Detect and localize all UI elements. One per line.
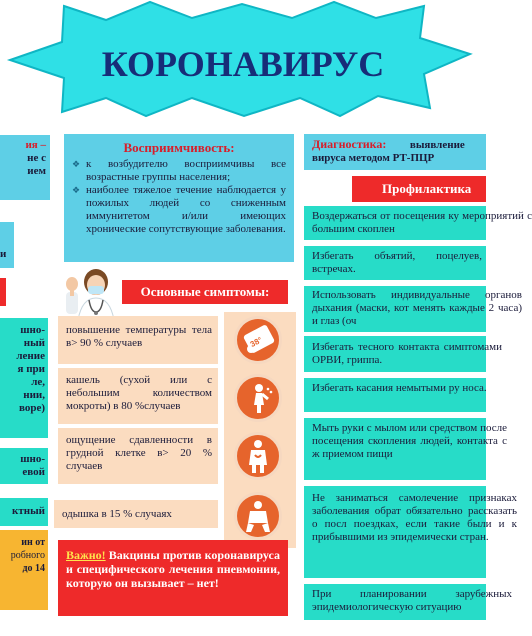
important-text-block [66, 548, 280, 590]
left-box3-line6: нии, [23, 389, 45, 401]
thermometer-reading: 38° [248, 335, 264, 349]
prevention-item-1 [304, 206, 532, 240]
doctor-image [58, 266, 120, 320]
left-box4-line2: евой [22, 466, 45, 478]
symptom-text: ощущение сдавленности в грудной клетке в> 20 % случаев [66, 434, 212, 472]
bullet-icon: ❖ [72, 159, 81, 169]
susceptibility-title: Восприимчивость: [123, 140, 235, 155]
prevention-item-5 [304, 378, 486, 412]
prevention-item-7 [304, 486, 517, 578]
left-info-box-3 [0, 318, 48, 438]
symptom-item-2 [58, 368, 218, 424]
diagnostics-text-1: выявление [409, 139, 465, 151]
left-box3-line3: ление [16, 350, 45, 362]
prevention-item-text: Не заниматься самолечение признаках заболевания обрат обязательно рассказать о посл поездках, если такие были и к прибывшими из эпидемически стран. [312, 492, 517, 543]
prevention-item-8 [304, 584, 512, 620]
left-box6-line1: ин от [21, 537, 45, 548]
left-box5-text: ктный [11, 505, 45, 517]
left-box1-line3: ием [27, 165, 46, 177]
important-text: Вакцины против коронавируса и специфического лечения пневмонии, которую он вызывает – нет! [66, 548, 281, 590]
left-box4-line1: шно- [20, 453, 45, 465]
symptoms-title: Основные симптомы: [122, 280, 288, 304]
prevention-item-3 [304, 286, 522, 332]
important-label: Важно! [66, 548, 106, 562]
prevention-item-text: Воздержаться от посещения ку мероприятий с большим скоплен [312, 210, 532, 235]
page-title: КОРОНАВИРУС [101, 44, 385, 84]
susceptibility-item [72, 158, 286, 184]
left-box1-line2: не с [27, 152, 46, 164]
shortness-of-breath-icon [234, 492, 282, 540]
diagnostics-panel [304, 134, 486, 170]
diagnostics-text-2: вируса методом РТ-ПЦР [312, 152, 435, 164]
symptom-item-4 [54, 500, 218, 528]
susceptibility-panel [64, 134, 294, 262]
prevention-item-text: Использовать индивидуальные органов дыхания (маски, кот менять каждые 2 часа) и глаз (оч [312, 289, 522, 327]
left-box3-line4: я при [17, 363, 45, 375]
susceptibility-item-text: наиболее тяжелое течение наблюдается у пожилых людей со сниженным иммунитетом и/или имеющих хронические сопутствующие заболевания. [86, 184, 286, 235]
left-info-box-6 [0, 530, 48, 610]
prevention-item-text: Избегать объятий, поцелуев, встречах. [312, 250, 482, 275]
left-box6-line2: робного [10, 550, 45, 561]
susceptibility-item-text: к возбудителю восприимчивы все возрастные группы населения; [86, 158, 286, 183]
left-info-box-1 [0, 135, 50, 200]
left-box3-line7: воре) [18, 402, 45, 414]
prevention-item-6 [304, 418, 507, 480]
prevention-item-text: Мыть руки с мылом или средством после посещения скопления людей, контакта с ж приемом пищи [312, 422, 507, 460]
symptom-text: повышение температуры тела в> 90 % случаев [66, 324, 212, 349]
prevention-item-text: При планировании зарубежных эпидемиологическую ситуацию [312, 588, 512, 613]
left-box3-line5: ле, [31, 376, 45, 388]
cough-icon [234, 374, 282, 422]
important-notice [58, 540, 288, 616]
symptom-item-1 [58, 316, 218, 364]
diagnostics-label: Диагностика: [312, 137, 387, 151]
left-box2-text: и [0, 248, 7, 260]
left-info-box-4 [0, 448, 48, 484]
prevention-item-4 [304, 336, 502, 372]
prevention-item-text: Избегать касания немытыми ру носа. [312, 382, 487, 394]
symptom-text: одышка в 15 % случаях [62, 508, 172, 520]
bullet-icon: ❖ [72, 185, 81, 195]
symptom-text: кашель (сухой или с небольшим количеством мокроты) в 80 %случаев [66, 374, 212, 412]
title-banner [0, 0, 486, 120]
symptom-item-3 [58, 428, 218, 484]
thermometer-icon [234, 316, 282, 364]
left-box6-line3: до 14 [22, 563, 45, 574]
left-info-box-5 [0, 498, 48, 526]
left-box3-line2: ный [23, 337, 45, 349]
susceptibility-item [72, 184, 286, 236]
left-box3-line1: шно- [20, 324, 45, 336]
left-info-box-2 [0, 222, 14, 268]
chest-pain-icon [234, 432, 282, 480]
left-red-strip [0, 278, 6, 306]
prevention-item-2 [304, 246, 486, 280]
left-box1-line1: ия – [25, 139, 46, 151]
prevention-item-text: Избегать тесного контакта симптомами ОРВИ, гриппа. [312, 341, 502, 366]
prevention-title: Профилактика [352, 176, 486, 202]
